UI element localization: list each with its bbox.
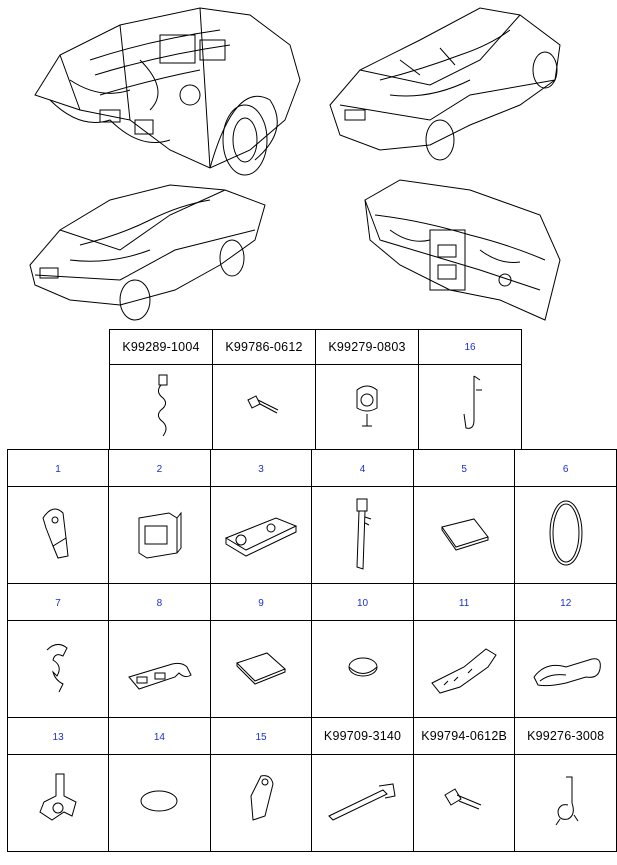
loop-clamp-illustration xyxy=(526,637,606,697)
part-number: K99794-0612B xyxy=(421,729,508,743)
cable-tie-long-illustration xyxy=(323,776,403,826)
part-index: 10 xyxy=(357,598,369,609)
harness-tray-illustration xyxy=(221,508,301,558)
protector-clip-illustration xyxy=(424,637,504,697)
bracket-hook-illustration xyxy=(450,370,490,440)
part-index: 5 xyxy=(461,464,467,475)
part-label-cell xyxy=(419,330,522,365)
part-label-cell xyxy=(413,584,515,621)
part-index: 7 xyxy=(55,598,61,609)
part-label-cell xyxy=(312,450,414,487)
p-clamp-illustration xyxy=(546,771,586,831)
part-image-cell xyxy=(110,365,213,450)
parts-grid xyxy=(7,449,617,852)
connector-box-illustration xyxy=(129,498,189,568)
grommet-ring-illustration xyxy=(541,493,591,573)
part-index: 16 xyxy=(464,341,476,353)
screw-illustration xyxy=(439,781,489,821)
rear-harness-illustration xyxy=(330,8,560,160)
part-image-cell xyxy=(210,621,312,718)
top-parts-grid xyxy=(109,329,522,450)
bracket-illustration xyxy=(28,498,88,568)
part-index: 6 xyxy=(562,464,569,475)
part-image-cell xyxy=(8,487,109,584)
part-image-cell xyxy=(213,365,316,450)
part-number: K99786-0612 xyxy=(225,340,303,354)
part-image-cell xyxy=(413,487,515,584)
part-image-cell xyxy=(515,621,617,718)
part-index: 8 xyxy=(156,598,163,609)
body-harness-illustration xyxy=(30,185,265,320)
part-number: K99279-0803 xyxy=(328,340,406,354)
part-label-cell xyxy=(8,450,109,487)
part-label-cell xyxy=(109,584,211,621)
part-index: 3 xyxy=(258,464,264,475)
part-index: 13 xyxy=(52,732,64,743)
part-image-cell xyxy=(312,755,414,852)
bolt-illustration xyxy=(244,390,284,420)
part-image-cell xyxy=(8,621,109,718)
plug-cap-illustration xyxy=(343,652,383,682)
part-index: 14 xyxy=(153,732,165,743)
vehicle-wiring-illustrations xyxy=(0,0,617,330)
part-image-cell xyxy=(210,755,312,852)
part-image-cell xyxy=(515,755,617,852)
part-image-cell xyxy=(312,487,414,584)
strap-clip-illustration xyxy=(241,766,281,836)
part-label-cell xyxy=(109,718,211,755)
cable-holder-illustration xyxy=(119,637,199,697)
part-image-cell xyxy=(109,755,211,852)
part-index: 2 xyxy=(156,464,163,475)
part-label-cell xyxy=(210,584,312,621)
part-image-cell xyxy=(8,755,109,852)
dashboard-harness-illustration xyxy=(365,180,560,320)
pad-oval-illustration xyxy=(134,786,184,816)
part-index: 12 xyxy=(560,598,572,609)
part-label-cell xyxy=(210,450,312,487)
part-index: 4 xyxy=(359,464,366,475)
part-label-cell xyxy=(213,330,316,365)
part-image-cell xyxy=(210,487,312,584)
part-number: K99709-3140 xyxy=(323,729,402,743)
part-index: 11 xyxy=(458,598,470,609)
part-image-cell xyxy=(419,365,522,450)
part-image-cell xyxy=(515,487,617,584)
part-label-cell xyxy=(312,584,414,621)
part-image-cell xyxy=(413,621,515,718)
cable-tie-clip-illustration xyxy=(141,370,181,440)
part-label-cell xyxy=(109,450,211,487)
part-index: 9 xyxy=(258,598,264,609)
harness-clamp-illustration xyxy=(347,380,387,430)
foam-pad-illustration xyxy=(434,513,494,553)
part-number: K99289-1004 xyxy=(122,340,200,354)
part-label-cell xyxy=(515,718,617,755)
part-label-cell xyxy=(110,330,213,365)
part-label-cell xyxy=(413,450,515,487)
clip-illustration xyxy=(33,632,83,702)
part-label-cell xyxy=(312,718,414,755)
part-image-cell xyxy=(316,365,419,450)
part-image-cell xyxy=(109,621,211,718)
part-label-cell xyxy=(413,718,515,755)
engine-harness-illustration xyxy=(35,8,300,175)
part-label-cell xyxy=(8,718,109,755)
part-label-cell xyxy=(515,584,617,621)
part-label-cell xyxy=(210,718,312,755)
part-label-cell xyxy=(8,584,109,621)
part-image-cell xyxy=(109,487,211,584)
part-index: 1 xyxy=(55,464,61,475)
part-image-cell xyxy=(413,755,515,852)
part-label-cell xyxy=(316,330,419,365)
part-image-cell xyxy=(312,621,414,718)
part-number: K99276-3008 xyxy=(527,729,605,743)
cable-tie-illustration xyxy=(343,493,383,573)
pad-illustration xyxy=(231,647,291,687)
part-index: 15 xyxy=(255,732,267,743)
mount-bracket-illustration xyxy=(28,766,88,836)
part-label-cell xyxy=(515,450,617,487)
